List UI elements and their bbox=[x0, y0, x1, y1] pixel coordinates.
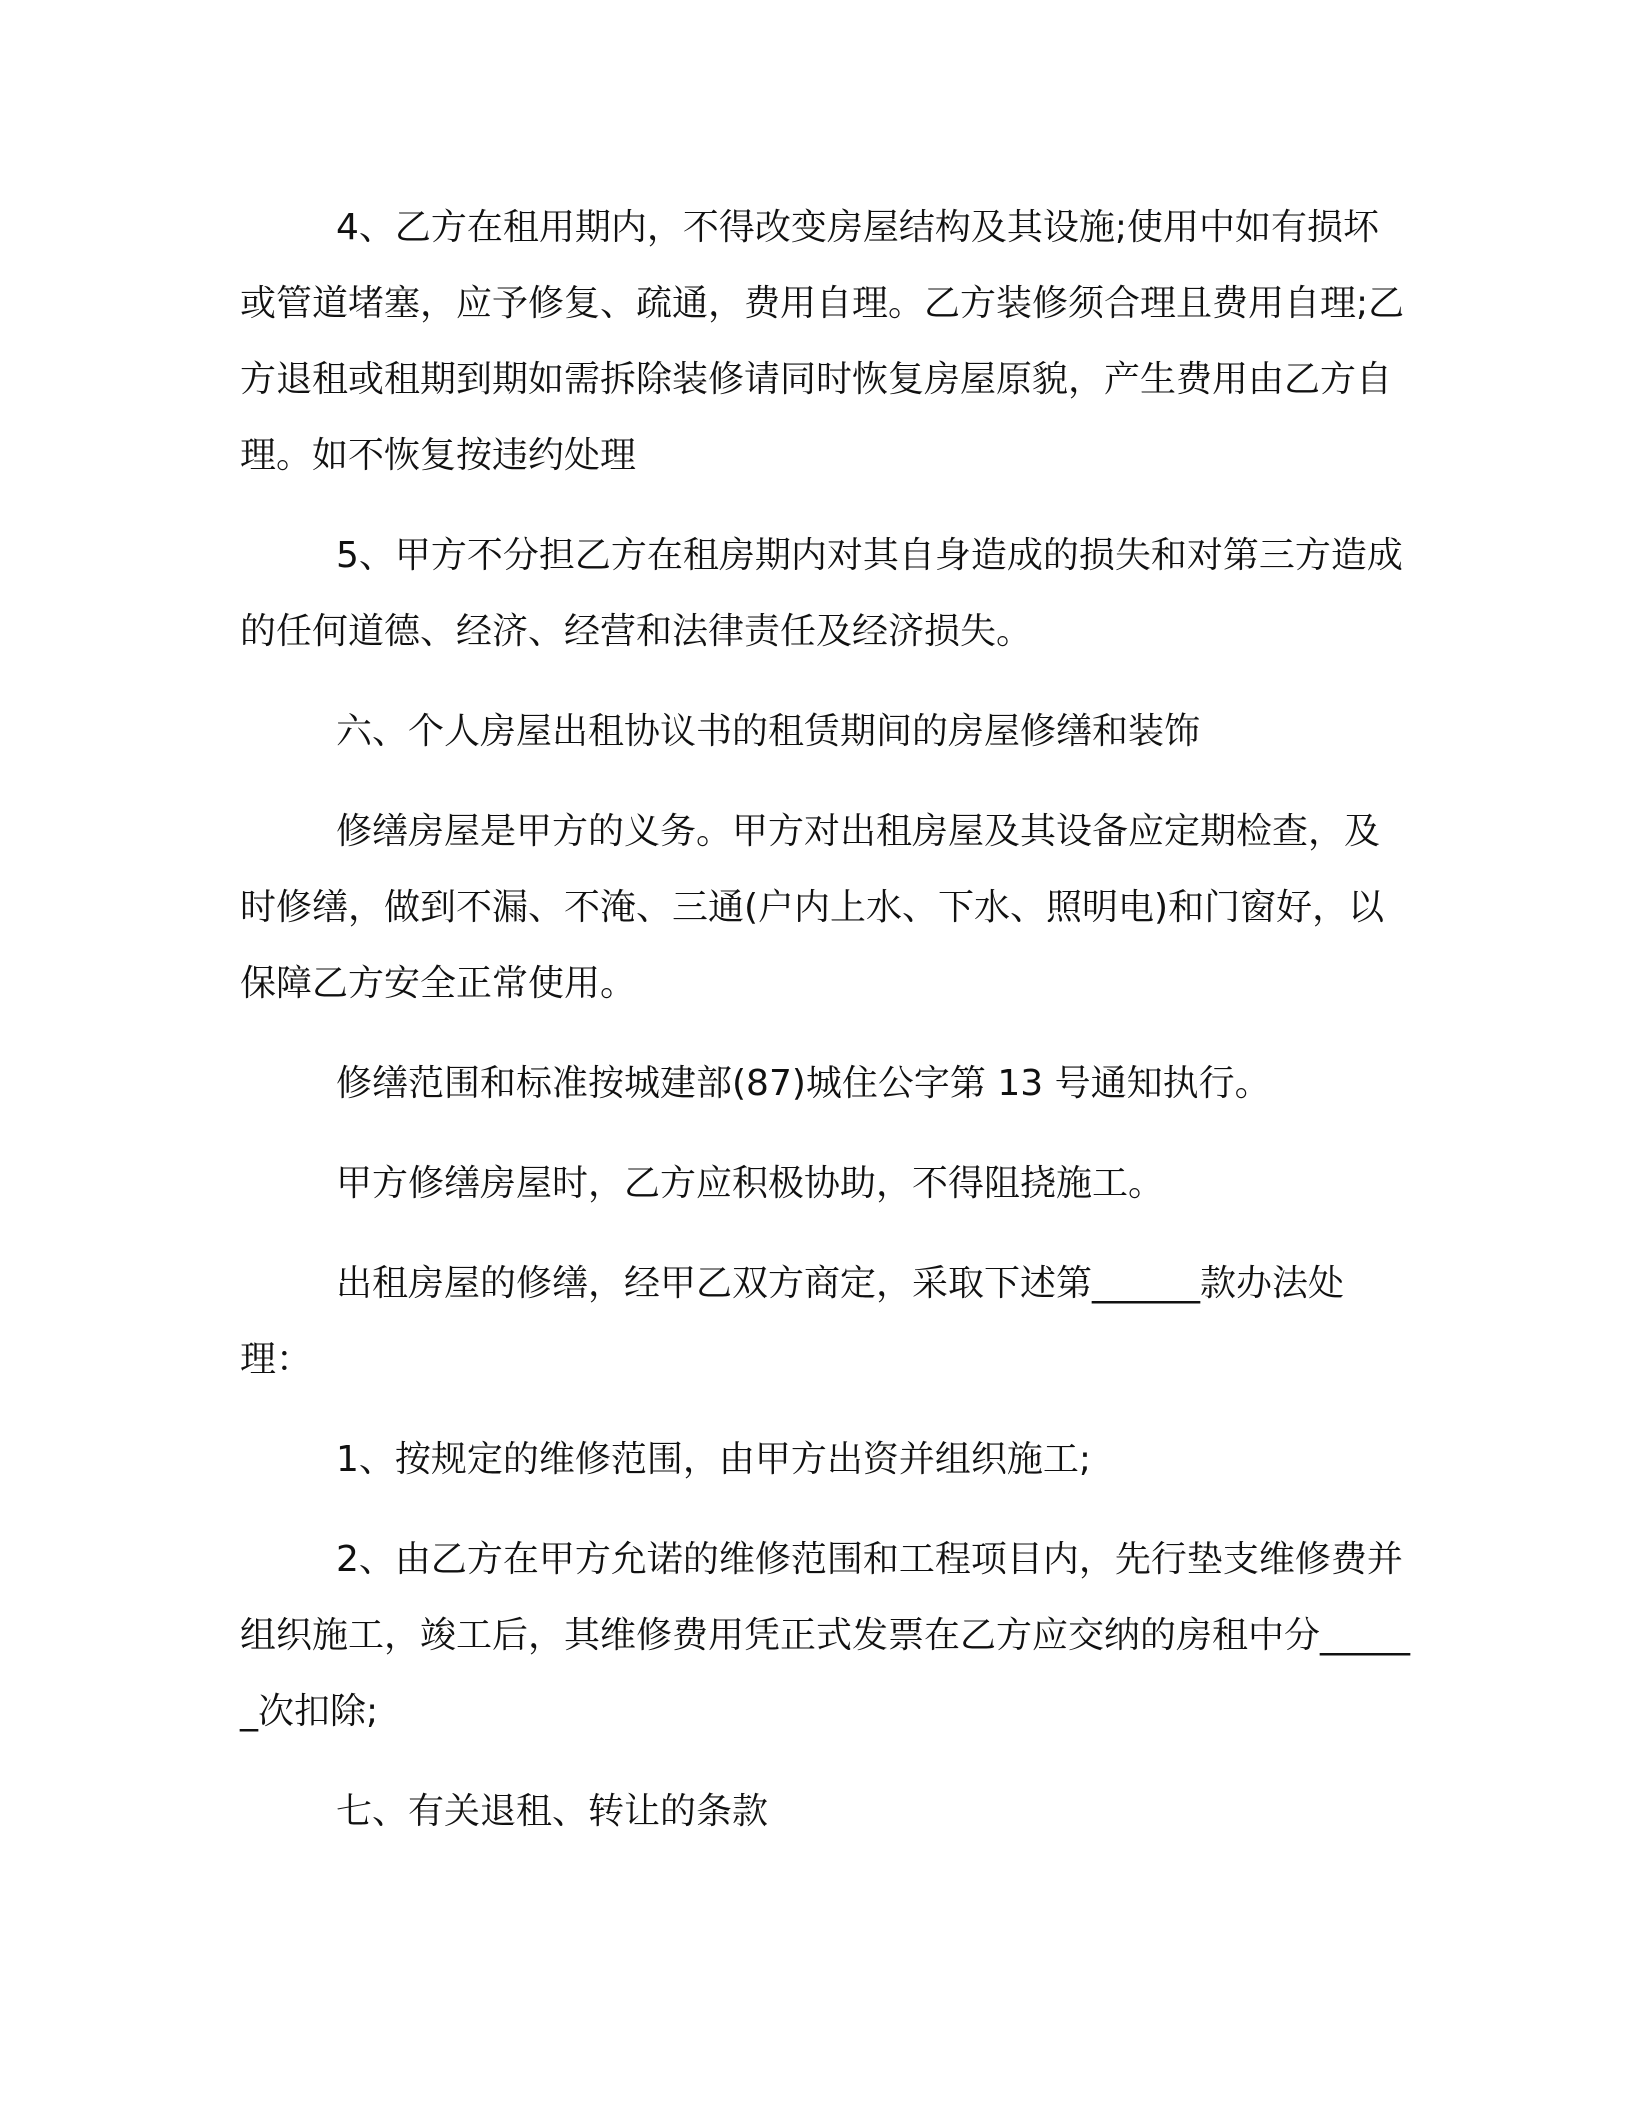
cooperation-paragraph: 甲方修缮房屋时，乙方应积极协助，不得阻挠施工。 bbox=[336, 1163, 1165, 1204]
repair-scope-paragraph: 修缮范围和标准按城建部(87)城住公字第 13 号通知执行。 bbox=[336, 1063, 1271, 1104]
clause-4-repair-paragraph: 4、乙方在租用期内，不得改变房屋结构及其设施;使用中如有损坏或管道堵塞，应予修复、疏通，费用自理。乙方装修须合理且费用自理;乙方退租或租期到期如需拆除装修请同时恢复房屋原貌，产生费用由乙方自理。如不恢复按违约处理 bbox=[240, 207, 1405, 476]
repair-method-paragraph: 出租房屋的修缮，经甲乙双方商定，采取下述第______款办法处理： bbox=[240, 1263, 1345, 1380]
method-1-paragraph: 1、按规定的维修范围，由甲方出资并组织施工; bbox=[336, 1439, 1092, 1480]
method-2-paragraph: 2、由乙方在甲方允诺的维修范围和工程项目内，先行垫支维修费并组织施工，竣工后，其维修费用凭正式发票在乙方应交纳的房租中分______次扣除; bbox=[240, 1539, 1411, 1732]
repair-obligation-paragraph: 修缮房屋是甲方的义务。甲方对出租房屋及其设备应定期检查，及时修缮，做到不漏、不淹、三通(户内上水、下水、照明电)和门窗好，以保障乙方安全正常使用。 bbox=[240, 811, 1385, 1004]
section-6-heading: 六、个人房屋出租协议书的租赁期间的房屋修缮和装饰 bbox=[336, 711, 1201, 752]
section-7-heading: 七、有关退租、转让的条款 bbox=[336, 1791, 769, 1832]
clause-5-liability-paragraph: 5、甲方不分担乙方在租房期内对其自身造成的损失和对第三方造成的任何道德、经济、经营和法律责任及经济损失。 bbox=[240, 535, 1403, 652]
document-body bbox=[240, 190, 1410, 1874]
